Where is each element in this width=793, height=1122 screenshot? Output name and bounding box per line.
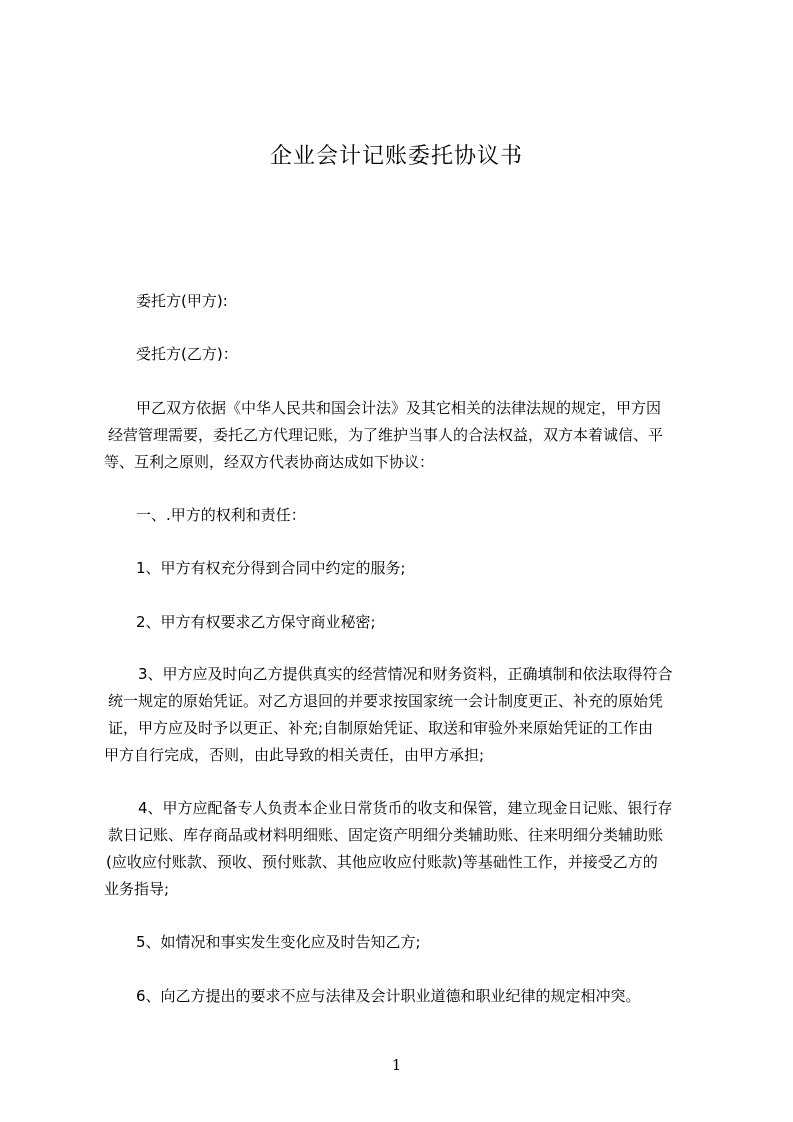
preamble-line-2: 经营管理需要，委托乙方代理记账，为了维护当事人的合法权益，双方本着诚信、平 [108,426,664,444]
party-b-label: 受托方(乙方)： [136,345,238,363]
clause-4-line-1: 4、甲方应配备专人负责本企业日常货币的收支和保管，建立现金日记账、银行存 [138,799,673,817]
clause-3-line-2: 统一规定的原始凭证。对乙方退回的并要求按国家统一会计制度更正、补充的原始凭 [108,692,664,710]
document-title: 企业会计记账委托协议书 [269,144,523,169]
clause-3-line-1: 3、甲方应及时向乙方提供真实的经营情况和财务资料，正确填制和依法取得符合 [138,665,673,683]
preamble-line-3: 等、互利之原则，经双方代表协商达成如下协议： [104,453,435,471]
clause-6: 6、向乙方提出的要求不应与法律及会计职业道德和职业纪律的规定相冲突。 [136,987,641,1005]
clause-3-line-4: 甲方自行完成，否则，由此导致的相关责任，由甲方承担; [104,746,485,764]
clause-5: 5、如情况和事实发生变化应及时告知乙方; [136,933,421,951]
clause-2: 2、甲方有权要求乙方保守商业秘密; [136,613,376,631]
clause-3-line-3: 证，甲方应及时予以更正、补充;自制原始凭证、取送和审验外来原始凭证的工作由 [108,719,654,737]
clause-4-line-4: 业务指导; [104,880,170,898]
clause-4-line-3: (应收应付账款、预收、预付账款、其他应收应付账款)等基础性工作，并接受乙方的 [106,853,658,871]
section-heading: 一、.甲方的权利和责任： [136,506,306,524]
preamble-line-1: 甲乙双方依据《中华人民共和国会计法》及其它相关的法律法规的规定，甲方因 [136,399,662,417]
clause-4-line-2: 款日记账、库存商品或材料明细账、固定资产明细分类辅助账、往来明细分类辅助账 [108,826,664,844]
clause-1: 1、甲方有权充分得到合同中约定的服务; [136,559,406,577]
party-a-label: 委托方(甲方): [136,292,228,310]
page-number: 1 [391,1056,402,1074]
